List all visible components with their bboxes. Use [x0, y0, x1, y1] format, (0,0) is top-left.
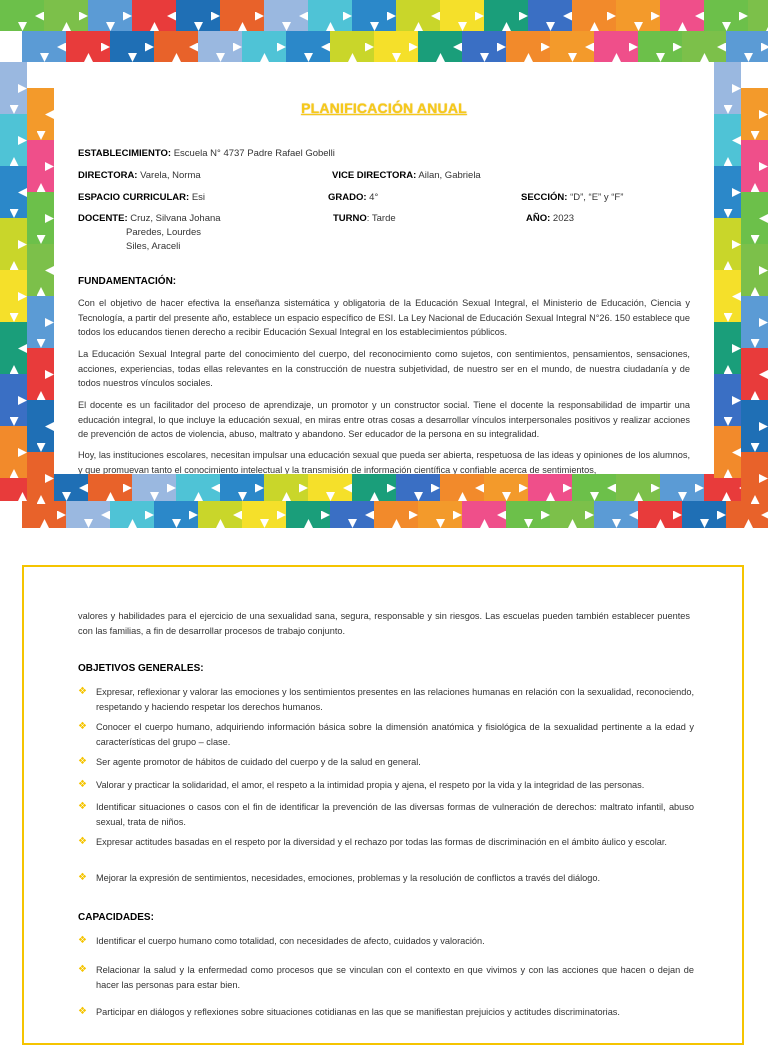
list-item: ❖ Expresar actitudes basadas en el respeto por la diversidad y el rechazo por todas las formas de discriminación en el ámbito áulico y escolar.: [78, 835, 694, 850]
puzzle-piece: [374, 501, 418, 528]
puzzle-piece: [330, 31, 374, 62]
puzzle-piece: [440, 474, 484, 501]
puzzle-piece: [0, 0, 44, 31]
puzzle-piece: [132, 474, 176, 501]
puzzle-piece: [132, 0, 176, 31]
diamond-bullet-icon: ❖: [78, 756, 87, 767]
puzzle-piece: [286, 501, 330, 528]
docente-name-1: Cruz, Silvana Johana: [130, 213, 221, 224]
puzzle-piece: [741, 88, 768, 140]
puzzle-piece: [714, 166, 741, 218]
puzzle-piece: [741, 244, 768, 296]
docente-name-3: Siles, Araceli: [126, 241, 181, 252]
diamond-bullet-icon: ❖: [78, 935, 87, 946]
list-item: ❖ Valorar y practicar la solidaridad, el amor, el respeto a la intimidad propia y ajena, el respeto por la vida y la integridad de las personas.: [78, 778, 694, 793]
puzzle-piece: [220, 0, 264, 31]
puzzle-piece: [110, 501, 154, 528]
puzzle-piece: [616, 0, 660, 31]
fundamentacion-paragraph: Con el objetivo de hacer efectiva la enseñanza sistemática y obligatoria de la Educación Sexual Integral, el Ministerio de Educación, Ciencia y Tecnología, a partir del presente año, establece un espacio específico de ESI. La Ley Nacional de Educación Sexual Integral N°26. 150 establece que todos los educandos tienen derecho a recibir Educación Sexual Integral en los establecimientos públicos.: [78, 298, 690, 338]
puzzle-piece: [726, 31, 768, 62]
list-item: ❖ Participar en diálogos y reflexiones sobre situaciones cotidianas en las que se manifiestan prejuicios y actitudes discriminatorias.: [78, 1005, 694, 1020]
puzzle-piece: [0, 114, 27, 166]
puzzle-piece: [741, 452, 768, 504]
fundamentacion-paragraph: El docente es un facilitador del proceso de aprendizaje, un promotor y un constructor social. Tiene el docente la responsabilidad de impartir una educación integral, lo que incluye la educación sexual, en miras entre otras cosas a desarrollar vínculos interpersonales positivos y realizar acciones de prevención de actos de violencia, abuso, maltrato y abandono. Ser educador de la persona en su integralidad.: [78, 400, 690, 440]
puzzle-piece: [66, 31, 110, 62]
list-item: ❖ Mejorar la expresión de sentimientos, necesidades, emociones, problemas y la resolución de conflictos a través del diálogo.: [78, 871, 694, 886]
puzzle-piece: [506, 31, 550, 62]
puzzle-piece: [714, 270, 741, 322]
anio-row: [526, 213, 574, 224]
puzzle-piece: [741, 296, 768, 348]
diamond-bullet-icon: ❖: [78, 1006, 87, 1017]
puzzle-piece: [594, 501, 638, 528]
seccion-label: SECCIÓN:: [521, 192, 568, 203]
puzzle-piece: [27, 192, 54, 244]
puzzle-piece: [616, 474, 660, 501]
puzzle-piece: [528, 474, 572, 501]
puzzle-piece: [27, 348, 54, 400]
anio-label: AÑO:: [526, 213, 551, 224]
puzzle-piece: [198, 31, 242, 62]
puzzle-piece: [638, 501, 682, 528]
vice-directora-value: Ailan, Gabriela: [418, 170, 481, 181]
puzzle-piece: [264, 0, 308, 31]
puzzle-piece: [27, 400, 54, 452]
puzzle-piece: [0, 374, 27, 426]
puzzle-piece: [682, 501, 726, 528]
puzzle-piece: [714, 114, 741, 166]
diamond-bullet-icon: ❖: [78, 721, 87, 732]
vice-directora-row: [332, 170, 481, 181]
puzzle-piece: [741, 192, 768, 244]
puzzle-piece: [264, 474, 308, 501]
diamond-bullet-icon: ❖: [78, 801, 87, 812]
diamond-bullet-icon: ❖: [78, 836, 87, 847]
puzzle-piece: [638, 31, 682, 62]
diamond-bullet-icon: ❖: [78, 779, 87, 790]
puzzle-piece: [154, 31, 198, 62]
turno-label: TURNO: [333, 213, 367, 224]
objetivos-heading: OBJETIVOS GENERALES:: [78, 663, 204, 674]
seccion-row: [521, 192, 623, 203]
puzzle-piece: [352, 474, 396, 501]
puzzle-piece: [660, 0, 704, 31]
puzzle-piece: [27, 88, 54, 140]
espacio-curricular-label: ESPACIO CURRICULAR:: [78, 192, 190, 203]
puzzle-piece: [528, 0, 572, 31]
list-item: ❖ Conocer el cuerpo humano, adquiriendo información básica sobre la dimensión anatómica y fisiológica de la sexualidad pertinente a la edad y características del grupo – clase.: [78, 721, 694, 747]
puzzle-piece: [0, 218, 27, 270]
fundamentacion-paragraph: Hoy, las instituciones escolares, necesitan impulsar una educación sexual que pueda ser abierta, respetuosa de las ideas y opiniones de los alumnos, y que promuevan tanto el conocimiento intelectual y la transmisión de información científica y confiable acerca de sentimientos,: [78, 450, 690, 474]
espacio-curricular-row: [78, 192, 205, 203]
puzzle-piece: [714, 322, 741, 374]
puzzle-piece: [418, 31, 462, 62]
puzzle-piece: [0, 62, 27, 114]
puzzle-piece: [352, 0, 396, 31]
puzzle-piece: [66, 501, 110, 528]
puzzle-piece: [550, 31, 594, 62]
page-title: PLANIFICACIÓN ANUAL: [301, 100, 467, 116]
diamond-bullet-icon: ❖: [78, 964, 87, 975]
grado-label: GRADO:: [328, 192, 367, 203]
docente-row: [78, 213, 221, 224]
puzzle-piece: [748, 0, 768, 31]
diamond-bullet-icon: ❖: [78, 872, 87, 883]
puzzle-piece: [506, 501, 550, 528]
puzzle-piece: [462, 31, 506, 62]
puzzle-piece: [741, 140, 768, 192]
list-item: ❖ Identificar situaciones o casos con el fin de identificar la prevención de las diversas formas de vulneración de derechos: maltrato infantil, abuso sexual, trata de niños.: [78, 801, 694, 827]
docente-label: DOCENTE:: [78, 213, 128, 224]
fundamentacion-heading: FUNDAMENTACIÓN:: [78, 276, 177, 287]
establecimiento-row: [78, 148, 335, 159]
puzzle-piece: [714, 374, 741, 426]
puzzle-piece: [741, 348, 768, 400]
puzzle-piece: [308, 0, 352, 31]
puzzle-piece: [176, 0, 220, 31]
puzzle-piece: [0, 322, 27, 374]
puzzle-piece: [242, 31, 286, 62]
page-1-content: [54, 62, 714, 474]
list-item: ❖ Identificar el cuerpo humano como totalidad, con necesidades de afecto, cuidados y valoración.: [78, 934, 694, 949]
docente-name-2: Paredes, Lourdes: [126, 227, 201, 238]
puzzle-piece: [27, 296, 54, 348]
puzzle-piece: [27, 452, 54, 504]
puzzle-piece: [594, 31, 638, 62]
puzzle-piece: [286, 31, 330, 62]
anio-value: 2023: [552, 213, 575, 224]
puzzle-piece: [714, 62, 741, 114]
document-page-2: [22, 565, 744, 1045]
puzzle-piece: [714, 426, 741, 478]
turno-row: [333, 213, 396, 224]
directora-label: DIRECTORA:: [78, 170, 138, 181]
grado-value: 4°: [369, 192, 379, 203]
puzzle-piece: [88, 0, 132, 31]
puzzle-piece: [0, 166, 27, 218]
puzzle-piece: [714, 218, 741, 270]
puzzle-piece: [88, 474, 132, 501]
grado-row: [328, 192, 378, 203]
puzzle-piece: [110, 31, 154, 62]
puzzle-piece: [198, 501, 242, 528]
puzzle-piece: [0, 426, 27, 478]
puzzle-piece: [572, 0, 616, 31]
puzzle-piece: [22, 31, 66, 62]
puzzle-piece: [220, 474, 264, 501]
list-item: ❖ Ser agente promotor de hábitos de cuidado del cuerpo y de la salud en general.: [78, 755, 694, 770]
puzzle-piece: [726, 501, 768, 528]
puzzle-piece: [308, 474, 352, 501]
capacidades-heading: CAPACIDADES:: [78, 912, 154, 923]
puzzle-piece: [741, 400, 768, 452]
puzzle-piece: [418, 501, 462, 528]
puzzle-piece: [704, 0, 748, 31]
establecimiento-label: ESTABLECIMIENTO:: [78, 148, 172, 159]
puzzle-piece: [176, 474, 220, 501]
fundamentacion-paragraph: La Educación Sexual Integral parte del conocimiento del cuerpo, del reconocimiento como sujetos, con sentimientos, pensamientos, sensaciones, acciones, experiencias, todas ellas relevantes en la construcción de nuestra subjetividad, de nuestro ser en el mundo, de nuestra ciudadanía y de todos nuestros vínculos sociales.: [78, 349, 690, 389]
vice-directora-label: VICE DIRECTORA:: [332, 170, 417, 181]
puzzle-piece: [22, 501, 66, 528]
puzzle-piece: [44, 0, 88, 31]
puzzle-piece: [660, 474, 704, 501]
puzzle-piece: [330, 501, 374, 528]
puzzle-piece: [682, 31, 726, 62]
list-item: ❖ Expresar, reflexionar y valorar las emociones y los sentimientos presentes en las relaciones humanas en relación con la sexualidad, reconociendo, respetando y haciendo respetar los derechos humanos.: [78, 686, 694, 712]
puzzle-piece: [0, 270, 27, 322]
puzzle-piece: [440, 0, 484, 31]
puzzle-piece: [484, 474, 528, 501]
puzzle-piece: [550, 501, 594, 528]
puzzle-piece: [242, 501, 286, 528]
fundamentacion-continuation: valores y habilidades para el ejercicio de una sexualidad sana, segura, responsable y sin riesgos. Las escuelas pueden también establecer puentes con las familias, a fin de desarrollar procesos de trabajo conjunto.: [78, 611, 690, 636]
puzzle-piece: [396, 474, 440, 501]
directora-row: [78, 170, 201, 181]
puzzle-piece: [572, 474, 616, 501]
puzzle-piece: [27, 140, 54, 192]
turno-value: : Tarde: [366, 213, 396, 224]
puzzle-piece: [374, 31, 418, 62]
list-item: ❖ Relacionar la salud y la enfermedad como procesos que se vinculan con el contexto en que vivimos y con las acciones que hacen o dejan de hacer las personas para estar bien.: [78, 964, 694, 990]
puzzle-piece: [484, 0, 528, 31]
puzzle-piece: [27, 244, 54, 296]
puzzle-piece: [154, 501, 198, 528]
directora-value: Varela, Norma: [140, 170, 201, 181]
seccion-value: “D”, “E” y “F”: [570, 192, 624, 203]
establecimiento-value: Escuela N° 4737 Padre Rafael Gobelli: [173, 148, 335, 159]
puzzle-piece: [396, 0, 440, 31]
espacio-curricular-value: Esi: [191, 192, 206, 203]
puzzle-piece: [462, 501, 506, 528]
diamond-bullet-icon: ❖: [78, 686, 87, 697]
